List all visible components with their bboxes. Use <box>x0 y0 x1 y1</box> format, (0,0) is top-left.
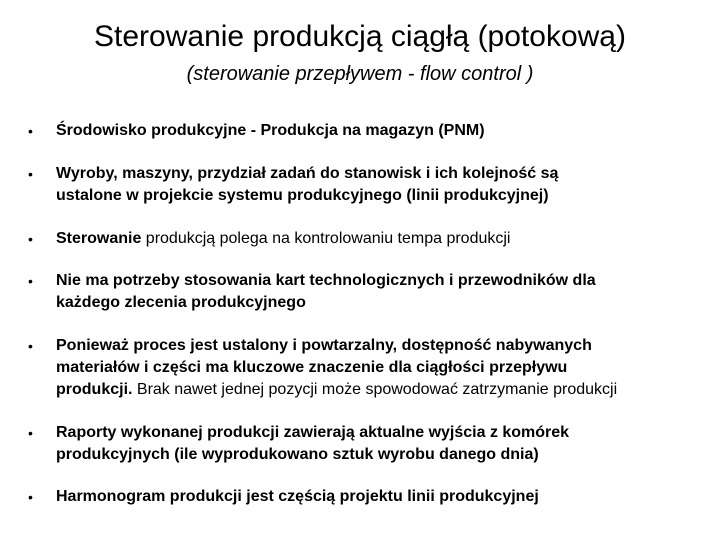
bold-term: Sterowanie <box>56 230 142 247</box>
bold-term: produkcji. <box>56 381 133 398</box>
bullet-marker: • <box>28 123 33 139</box>
bullet-marker: • <box>28 273 33 289</box>
bullet-line: Środowisko produkcyjne - Produkcja na magazyn (PNM) <box>56 122 485 139</box>
bullet-line: Harmonogram produkcji jest częścią projektu linii produkcyjnej <box>56 488 539 505</box>
bullet-line <box>56 228 706 250</box>
bullet-text <box>56 270 706 314</box>
slide-title: Sterowanie produkcją ciągłą (potokową) <box>94 20 626 53</box>
bullet-text <box>56 422 706 466</box>
bullet-text <box>56 335 706 401</box>
slide-subtitle: (sterowanie przepływem - flow control ) <box>186 63 534 85</box>
bullet-line: Ponieważ proces jest ustalony i powtarzalny, dostępność nabywanych <box>56 337 592 354</box>
bullet-marker: • <box>28 338 33 354</box>
bullet-text <box>56 228 706 250</box>
bullet-line: ustalone w projekcie systemu produkcyjnego (linii produkcyjnej) <box>56 187 549 204</box>
bullet-line: Wyroby, maszyny, przydział zadań do stanowisk i ich kolejność są <box>56 165 559 182</box>
bullet-marker: • <box>28 489 33 505</box>
bullet-marker: • <box>28 231 33 247</box>
bullet-line: Raporty wykonanej produkcji zawierają aktualne wyjścia z komórek <box>56 424 570 441</box>
bullet-line: materiałów i części ma kluczowe znaczenie dla ciągłości przepływu <box>56 359 568 376</box>
bullet-marker: • <box>28 425 33 441</box>
bullet-text <box>56 486 706 508</box>
bullet-line <box>56 379 706 401</box>
plain-text: Brak nawet jednej pozycji może spowodować zatrzymanie produkcji <box>132 381 618 398</box>
bullet-text <box>56 163 706 207</box>
bullet-line: każdego zlecenia produkcyjnego <box>56 294 306 311</box>
bullet-line: Nie ma potrzeby stosowania kart technologicznych i przewodników dla <box>56 272 596 289</box>
bullet-text <box>56 120 706 142</box>
plain-text: produkcją polega na kontrolowaniu tempa produkcji <box>141 230 511 247</box>
bullet-line: produkcyjnych (ile wyprodukowano sztuk wyrobu danego dnia) <box>56 446 539 463</box>
bullet-marker: • <box>28 166 33 182</box>
